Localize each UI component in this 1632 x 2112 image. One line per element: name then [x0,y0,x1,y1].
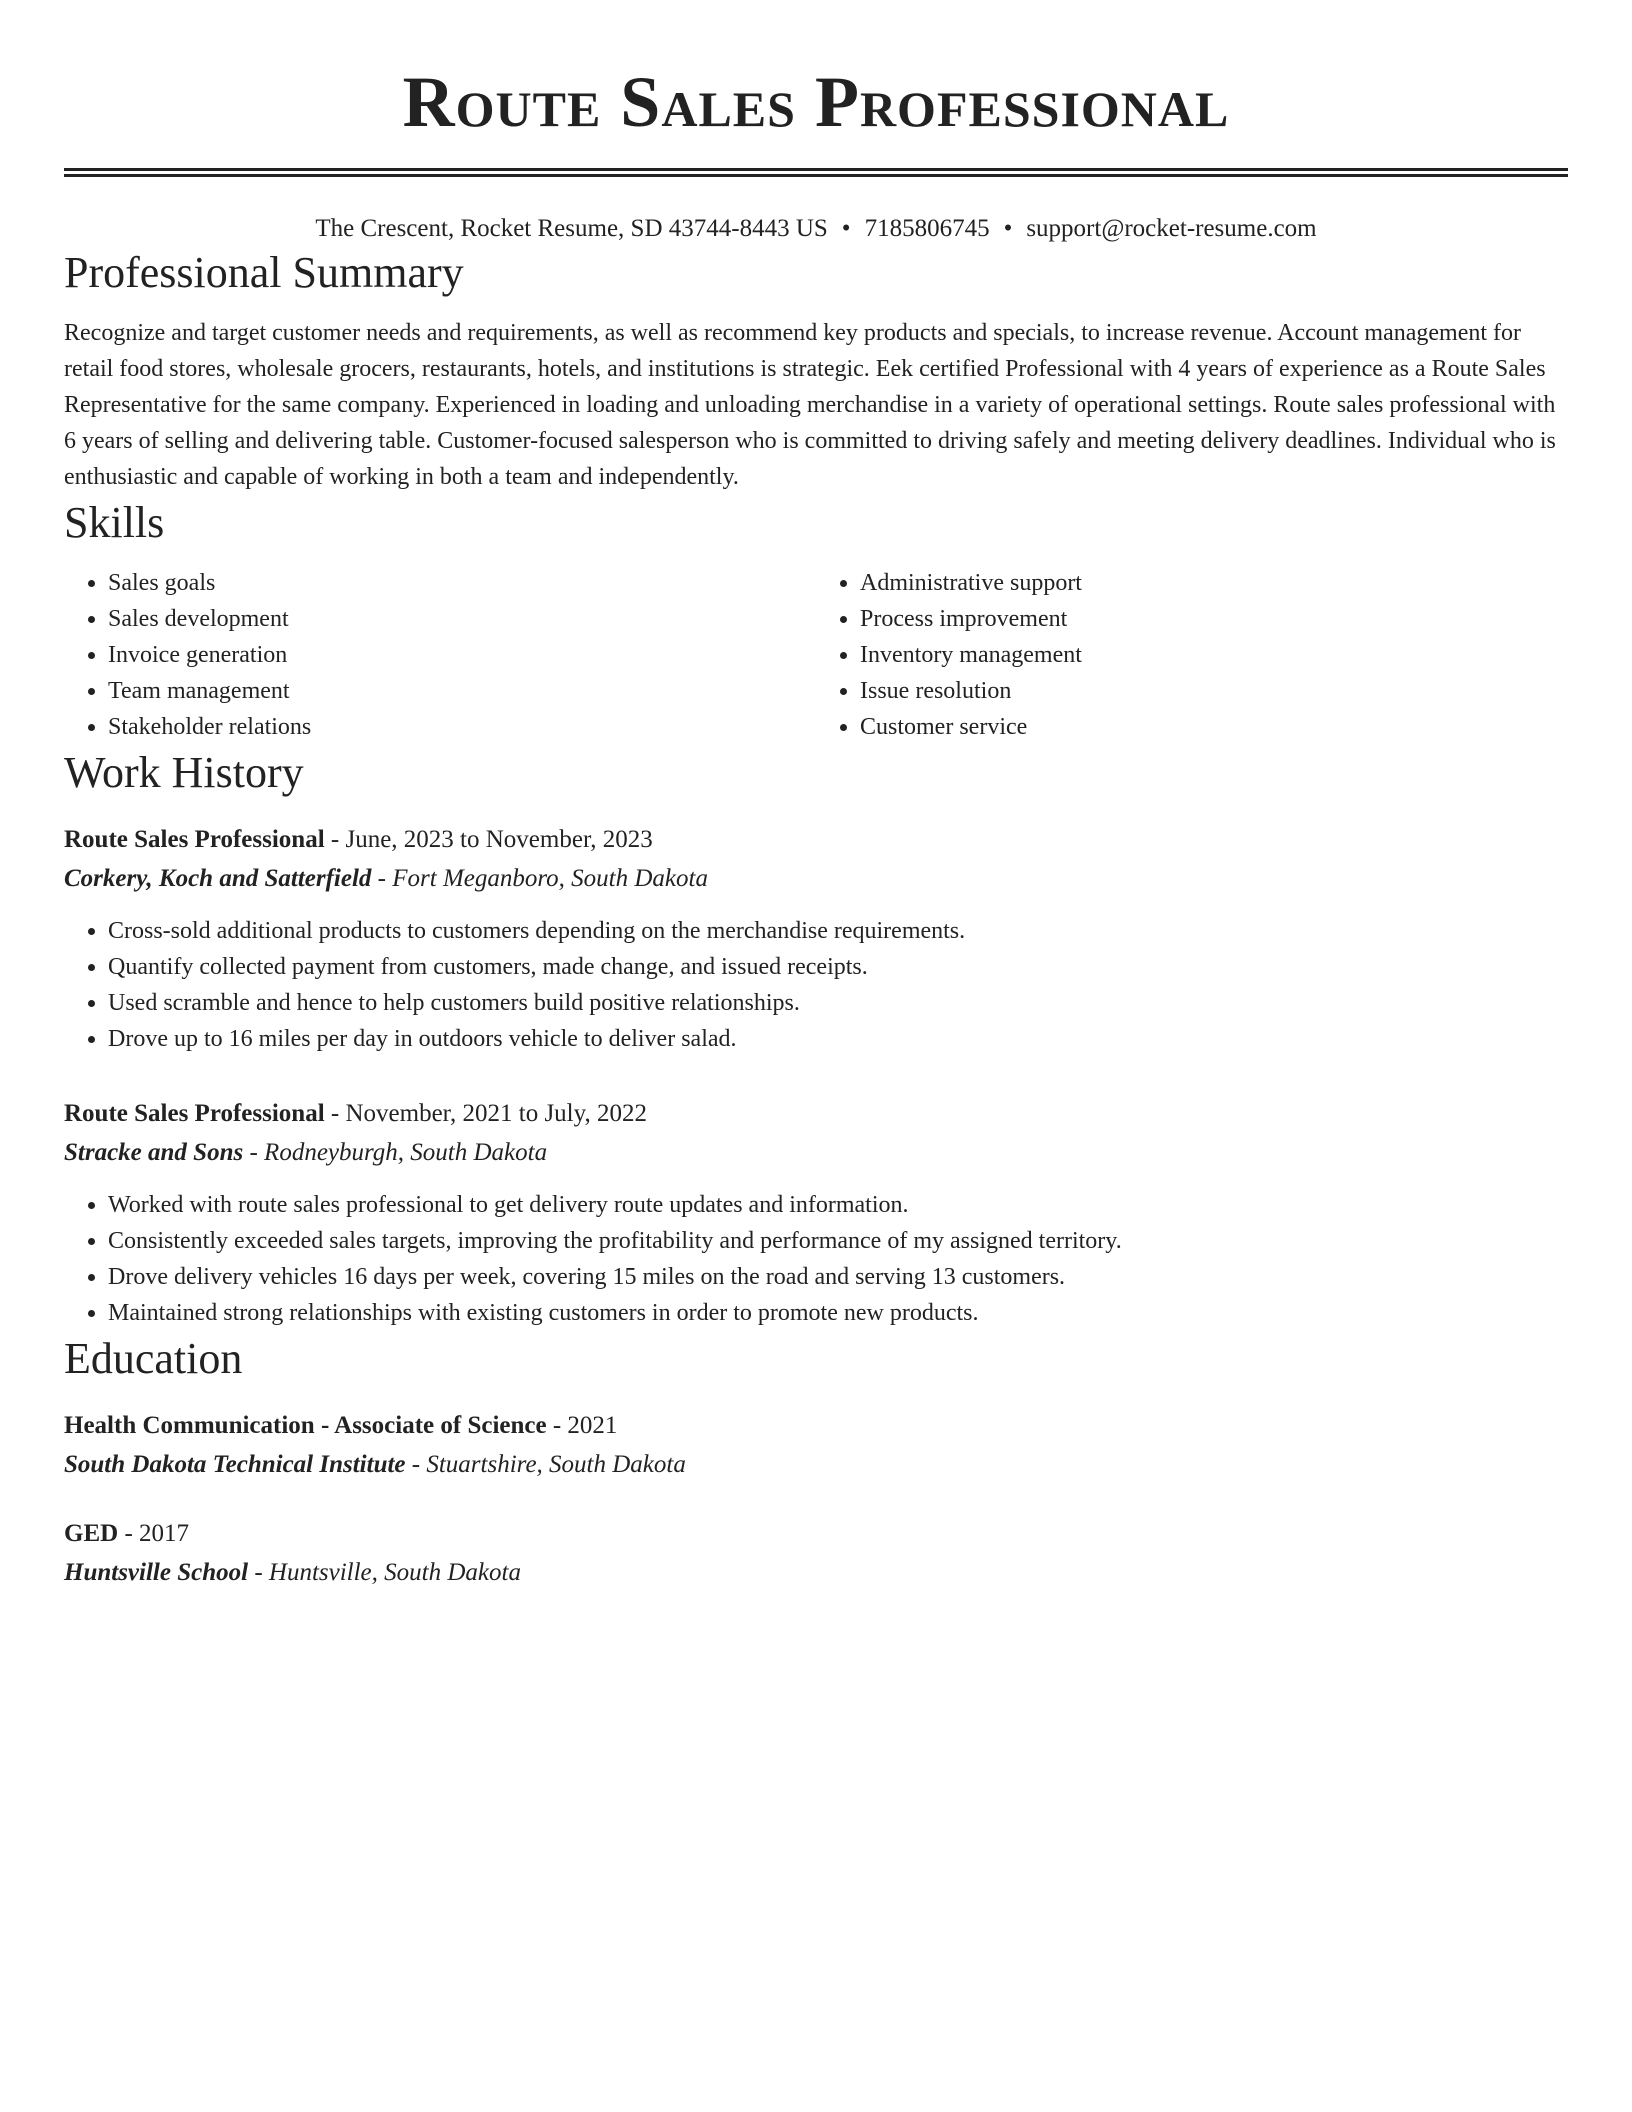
job-dates: - June, 2023 to November, 2023 [324,826,653,853]
contact-phone: 7185806745 [864,215,990,242]
section-title-education: Education [64,1334,243,1383]
job-title-line [64,821,1568,859]
section-title-summary: Professional Summary [64,248,464,297]
skill-item: • Inventory management [860,637,1568,673]
summary-text: Recognize and target customer needs and requirements, as well as recommend key products and specials, to increase revenue. Account management for retail food stores, wholesale grocers, restaurants, hotels, and institutions is strategic. Eek certified Professional with 4 years of experience as a Route Sales Representative for the same company. Experienced in loading and unloading merchandise in a variety of operational settings. Route sales professional with 6 years of selling and delivering table. Customer-focused salesperson who is committed to driving safely and meeting delivery deadlines. Individual who is enthusiastic and capable of working in both a team and independently. [64,320,1556,490]
skill-item: • Invoice generation [108,637,816,673]
job-bullet: • Drove delivery vehicles 16 days per week, covering 15 miles on the road and serving 13 customers. [108,1259,1568,1295]
section-title-skills: Skills [64,498,165,547]
resume-name: Route Sales Professional [402,62,1230,142]
contact-address: The Crescent, Rocket Resume, SD 43744-8443 US [315,215,828,242]
skill-item: • Issue resolution [860,673,1568,709]
skill-item: • Team management [108,673,816,709]
skills-list-left [64,565,816,745]
contact-line [64,213,1568,245]
education-school-line [64,1553,1568,1593]
skills-columns [64,565,1568,745]
education-entry [64,1515,1568,1593]
job-dates: - November, 2021 to July, 2022 [324,1100,647,1127]
job-company: Corkery, Koch and Satterfield [64,865,372,892]
education-school: South Dakota Technical Institute [64,1451,406,1478]
education-year: - 2021 [546,1412,618,1439]
job-role: Route Sales Professional [64,826,325,853]
job-bullet: • Used scramble and hence to help customers build positive relationships. [108,985,1568,1021]
section-title-work-history: Work History [64,748,304,797]
job-entry [64,1095,1568,1331]
job-company-line [64,1133,1568,1173]
skill-item: • Customer service [860,709,1568,745]
skill-item: • Sales development [108,601,816,637]
job-bullet: • Cross-sold additional products to customers depending on the merchandise requirements. [108,913,1568,949]
job-company: Stracke and Sons [64,1139,244,1166]
education-entry [64,1407,1568,1485]
skill-item: • Stakeholder relations [108,709,816,745]
job-bullet: • Drove up to 16 miles per day in outdoors vehicle to deliver salad. [108,1021,1568,1057]
job-location: - Fort Meganboro, South Dakota [371,865,708,892]
education-location: - Huntsville, South Dakota [248,1559,521,1586]
job-bullet: • Quantify collected payment from customers, made change, and issued receipts. [108,949,1568,985]
education-degree: GED [64,1520,119,1547]
contact-separator: • [1003,215,1013,242]
job-entry [64,821,1568,1057]
header-double-rule [64,168,1568,177]
job-role: Route Sales Professional [64,1100,325,1127]
job-bullets [64,913,1568,1057]
education-degree: Health Communication - Associate of Science [64,1412,547,1439]
job-title-line [64,1095,1568,1133]
job-company-line [64,859,1568,899]
education-school: Huntsville School [64,1559,249,1586]
contact-separator: • [841,215,851,242]
education-location: - Stuartshire, South Dakota [405,1451,686,1478]
job-location: - Rodneyburgh, South Dakota [243,1139,548,1166]
job-bullet: • Maintained strong relationships with existing customers in order to promote new products. [108,1295,1568,1331]
education-degree-line [64,1515,1568,1553]
skill-item: • Process improvement [860,601,1568,637]
job-bullets [64,1187,1568,1331]
skill-item: • Sales goals [108,565,816,601]
education-degree-line [64,1407,1568,1445]
job-bullet: • Consistently exceeded sales targets, improving the profitability and performance of my assigned territory. [108,1223,1568,1259]
job-bullet: • Worked with route sales professional to get delivery route updates and information. [108,1187,1568,1223]
contact-email[interactable]: support@rocket-resume.com [1026,215,1317,242]
education-year: - 2017 [118,1520,190,1547]
skill-item: • Administrative support [860,565,1568,601]
education-school-line [64,1445,1568,1485]
skills-list-right [816,565,1568,745]
